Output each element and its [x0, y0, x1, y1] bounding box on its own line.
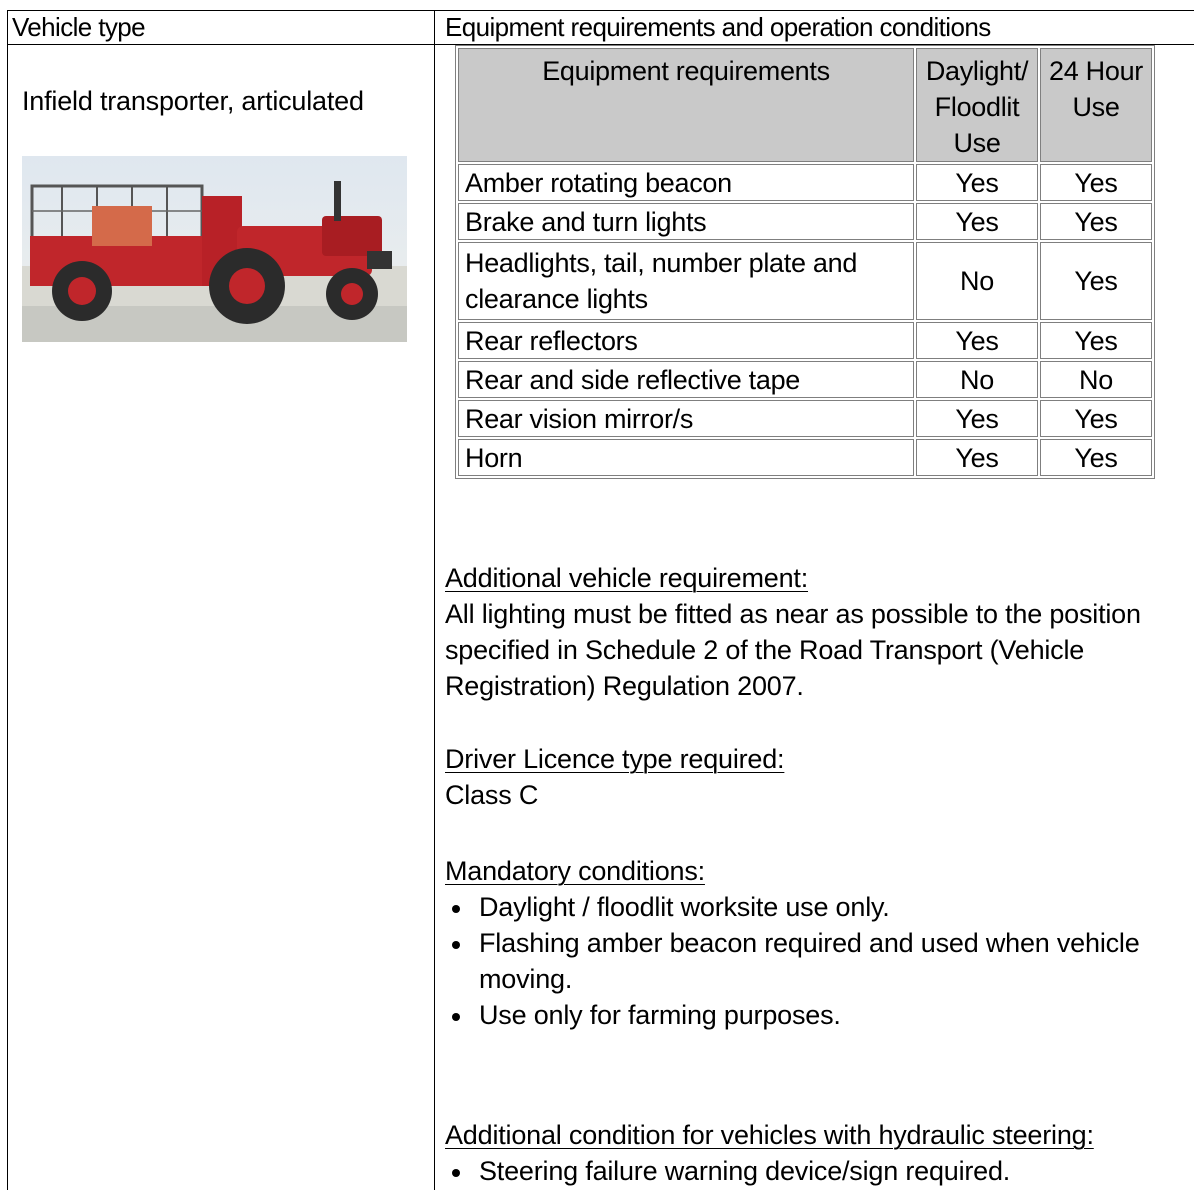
mandatory-conditions-section: [445, 853, 1185, 1033]
additional-requirement-section: [445, 560, 1185, 704]
list-item-text: Use only for farming purposes.: [479, 1000, 841, 1030]
equipment-item: Headlights, tail, number plate and clearance lights: [458, 242, 914, 320]
table-row: [458, 439, 1152, 476]
bullet-icon: [452, 905, 460, 913]
header-equipment-requirements: Equipment requirements: [458, 48, 914, 162]
vehicle-photo: [22, 156, 407, 342]
hydraulic-steering-list: [445, 1153, 1185, 1189]
24-hour-value: No: [1040, 361, 1152, 398]
table-row: [458, 361, 1152, 398]
daylight-value: No: [916, 242, 1038, 320]
equipment-table: [455, 45, 1155, 479]
equipment-item: Rear vision mirror/s: [458, 400, 914, 437]
bullet-icon: [452, 1013, 460, 1021]
list-item: [445, 889, 1185, 925]
hydraulic-steering-section: [445, 1117, 1185, 1189]
daylight-value: No: [916, 361, 1038, 398]
daylight-value: Yes: [916, 439, 1038, 476]
header-24-hour: 24 Hour Use: [1040, 48, 1152, 162]
licence-class: Class C: [445, 780, 539, 810]
list-item-text: Daylight / floodlit worksite use only.: [479, 892, 890, 922]
24-hour-value: Yes: [1040, 203, 1152, 240]
mandatory-conditions-heading: Mandatory conditions:: [445, 856, 705, 886]
24-hour-value: Yes: [1040, 400, 1152, 437]
mandatory-conditions-list: [445, 889, 1185, 1033]
24-hour-value: Yes: [1040, 439, 1152, 476]
equipment-table-header: [458, 48, 1152, 162]
table-row: [458, 400, 1152, 437]
table-row: [458, 203, 1152, 240]
equipment-item: Brake and turn lights: [458, 203, 914, 240]
equipment-item: Rear and side reflective tape: [458, 361, 914, 398]
vehicle-type-name: Infield transporter, articulated: [22, 86, 364, 116]
column-divider: [434, 10, 435, 1190]
24-hour-value: Yes: [1040, 322, 1152, 359]
bullet-icon: [452, 941, 460, 949]
licence-heading: Driver Licence type required:: [445, 744, 785, 774]
daylight-value: Yes: [916, 164, 1038, 201]
column-header-equipment: Equipment requirements and operation conditions: [445, 12, 991, 42]
daylight-value: Yes: [916, 400, 1038, 437]
daylight-value: Yes: [916, 203, 1038, 240]
equipment-item: Amber rotating beacon: [458, 164, 914, 201]
equipment-item: Horn: [458, 439, 914, 476]
table-row: [458, 164, 1152, 201]
list-item: [445, 997, 1185, 1033]
list-item-text: Flashing amber beacon required and used when vehicle moving.: [479, 928, 1140, 994]
24-hour-value: Yes: [1040, 164, 1152, 201]
table-top-border: [7, 10, 1194, 11]
table-left-border: [7, 10, 8, 1190]
additional-requirement-heading: Additional vehicle requirement:: [445, 563, 809, 593]
list-item: [445, 925, 1185, 997]
24-hour-value: Yes: [1040, 242, 1152, 320]
list-item: [445, 1153, 1185, 1189]
equipment-item: Rear reflectors: [458, 322, 914, 359]
hydraulic-steering-heading: Additional condition for vehicles with hydraulic steering:: [445, 1120, 1094, 1150]
daylight-value: Yes: [916, 322, 1038, 359]
bullet-icon: [452, 1169, 460, 1177]
column-header-vehicle-type: Vehicle type: [12, 12, 146, 42]
table-row: [458, 322, 1152, 359]
header-daylight-floodlit: Daylight/ Floodlit Use: [916, 48, 1038, 162]
additional-requirement-text: All lighting must be fitted as near as possible to the position specified in Schedule 2 of the Road Transport (Vehicle Registration) Regulation 2007.: [445, 599, 1141, 701]
list-item-text: Steering failure warning device/sign required.: [479, 1156, 1011, 1186]
table-row: [458, 242, 1152, 320]
licence-section: [445, 741, 1185, 813]
